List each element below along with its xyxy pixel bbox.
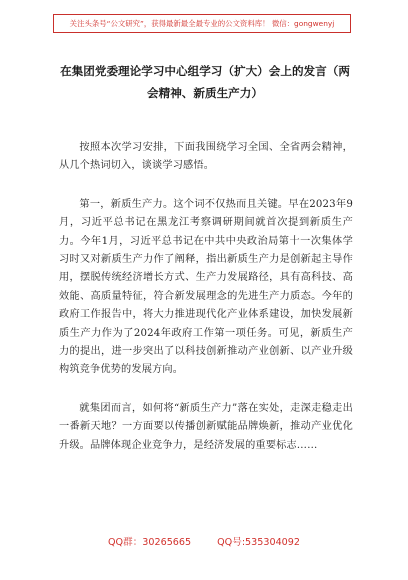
document-title: 在集团党委理论学习中心组学习（扩大）会上的发言（两会精神、新质生产力） [60,64,350,100]
footer-qq-group: QQ群：30265665 [108,537,192,548]
paragraph-group-application: 就集团而言，如何将“新质生产力”落在实处，走深走稳走出一番新天地？一方面要以传播创新赋能品牌焕新，推动产业优化升级。品牌体现企业竞争力，是经济发展的重要标志…… [59,402,353,451]
document-body [59,139,353,488]
header-banner: 关注头条号“公文研究”，获得最新最全最专业的公文资料库！ 微信：gongwenyj [53,14,351,33]
paragraph-new-productivity: 第一，新质生产力。这个词不仅热而且关键。早在2023年9月，习近平总书记在黑龙江考察调研期间就首次提到新质生产力。今年1月，习近平总书记在中共中央政治局第十一次集体学习时又对新质生产力作了阐释，指出新质生产力是创新起主导作用，摆脱传统经济增长方式、生产力发展路径，具有高科技、高效能、高质量特征，符合新发展理念的先进生产力质态。今年的政府工作报告中，将大力推进现代化产业体系建设，加快发展新质生产力作为了2024年政府工作第一项任务。可见，新质生产力的提出，进一步突出了以科技创新推动产业创新、以产业升级构筑竞争优势的发展方向。 [59,198,353,376]
paragraph-intro: 按照本次学习安排，下面我围绕学习全国、全省两会精神，从几个热词切入，谈谈学习感悟。 [59,142,353,172]
footer-qq-number: QQ号:535304092 [217,537,300,548]
footer-contact [0,536,408,550]
